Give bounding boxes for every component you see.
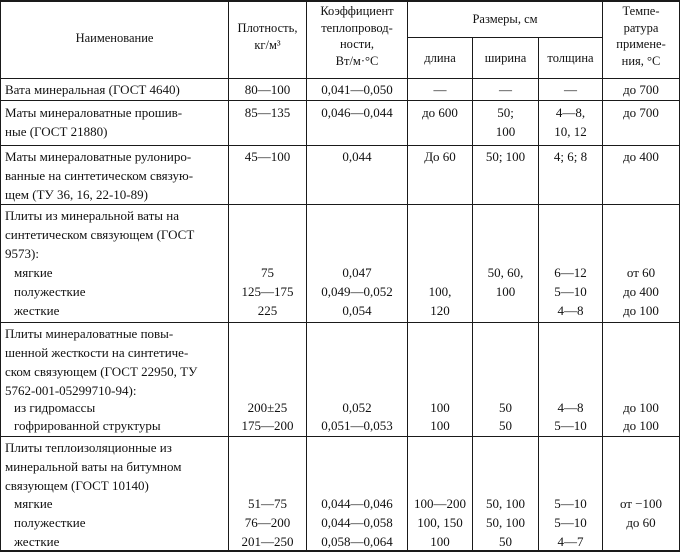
cell-conductivity: 0,049—0,052 (321, 284, 393, 299)
cell-density: 75 (261, 265, 274, 280)
row-name: Плиты минераловатные повы- шенной жесткости на синтетиче- ском связующем (ГОСТ 22950, ТУ 5762-001-05299710-94): (5, 326, 198, 398)
table-rule (0, 322, 680, 323)
cell-conductivity: 0,044 (342, 149, 372, 164)
header-conductivity: Коэффициент теплопровод- ности, Вт/м·°С (320, 4, 394, 68)
cell-temperature: до 100 (623, 400, 659, 415)
cell-length: 100 (430, 418, 450, 433)
cell-temperature: до 400 (623, 149, 659, 164)
subrow-name: из гидромассы (14, 400, 96, 415)
table-rule (0, 145, 680, 146)
cell-width: 50 (499, 418, 512, 433)
row-name: Маты минераловатные рулониро- ванные на синтетическом связую- щем (ТУ 36, 16, 22-10-89) (5, 149, 194, 202)
cell-length: 100, 120 (428, 284, 452, 318)
cell-width: 50; 100 (485, 149, 526, 164)
cell-conductivity: 0,052 (342, 400, 372, 415)
cell-density: 45—100 (244, 149, 291, 164)
cell-conductivity: 0,058—0,064 (321, 534, 393, 549)
cell-thickness: 4—8 (557, 400, 584, 415)
cell-temperature: от 60 (626, 265, 656, 280)
cell-thickness: 5—10 (554, 284, 587, 299)
cell-thickness: 5—10 (554, 515, 587, 530)
cell-density: 51—75 (248, 496, 287, 511)
cell-temperature: от −100 до 60 (619, 496, 663, 530)
cell-length: 100 (430, 400, 450, 415)
header-density: Плотность, кг/м³ (237, 21, 298, 52)
cell-width: 50 (499, 534, 512, 549)
cell-thickness: 4; 6; 8 (553, 149, 588, 164)
cell-temperature: до 100 (623, 303, 659, 318)
cell-density: 175—200 (241, 418, 294, 433)
header-name: Наименование (75, 31, 154, 45)
header-temperature: Темпе- ратура примене- ния, °С (616, 4, 666, 68)
cell-conductivity: 0,044—0,058 (321, 515, 393, 530)
cell-temperature: до 700 (623, 105, 659, 120)
row-name: Плиты из минеральной ваты на синтетическом связующем (ГОСТ 9573): (5, 208, 195, 261)
header-length: длина (424, 51, 456, 65)
cell-thickness: 5—10 (554, 418, 587, 433)
cell-temperature: до 700 (623, 82, 659, 97)
cell-density: 200±25 (247, 400, 288, 415)
row-name: Вата минеральная (ГОСТ 4640) (5, 82, 180, 97)
table-rule (0, 0, 1, 552)
cell-conductivity: 0,051—0,053 (321, 418, 393, 433)
cell-thickness: 5—10 (554, 496, 587, 511)
cell-width: 50; 100 (495, 105, 516, 139)
table-rule (0, 100, 680, 101)
cell-conductivity: 0,054 (342, 303, 372, 318)
subrow-name: жесткие (14, 534, 60, 549)
cell-length: 100 (430, 534, 450, 549)
cell-width: 50 (499, 400, 512, 415)
subrow-name: полужесткие (14, 515, 86, 530)
cell-conductivity: 0,047 (342, 265, 372, 280)
cell-density: 125—175 (241, 284, 294, 299)
cell-temperature: до 100 (623, 418, 659, 433)
cell-width: 50, 60, 100 (487, 265, 524, 299)
cell-width: 50, 100 (486, 496, 525, 511)
cell-density: 76—200 (244, 515, 291, 530)
cell-length: До 60 (424, 149, 456, 164)
cell-density: 80—100 (244, 82, 291, 97)
subrow-name: полужесткие (14, 284, 86, 299)
cell-density: 85—135 (244, 105, 291, 120)
cell-thickness: 4—8 (557, 303, 584, 318)
cell-conductivity: 0,044—0,046 (321, 496, 393, 511)
cell-thickness: 4—7 (557, 534, 584, 549)
cell-length: 100—200 (414, 496, 466, 511)
header-thickness: толщина (547, 51, 594, 65)
cell-density: 201—250 (241, 534, 294, 549)
header-width: ширина (484, 51, 527, 65)
row-name: Маты минераловатные прошив- ные (ГОСТ 21880) (5, 105, 183, 139)
cell-density: 225 (257, 303, 278, 318)
table-rule (0, 0, 680, 2)
table-rule (0, 78, 680, 79)
cell-thickness: 6—12 (554, 265, 587, 280)
subrow-name: жесткие (14, 303, 60, 318)
cell-length: — (433, 82, 447, 97)
cell-length: до 600 (422, 105, 458, 120)
table-rule (407, 37, 602, 38)
subrow-name: гофрированной структуры (14, 418, 161, 433)
cell-thickness: — (564, 82, 577, 97)
subrow-name: мягкие (14, 265, 53, 280)
row-name: Плиты теплоизоляционные из минеральной ваты на битумном связующем (ГОСТ 10140) (5, 440, 182, 493)
cell-length: 100, 150 (417, 515, 463, 530)
cell-temperature: до 400 (623, 284, 659, 299)
cell-thickness: 4—8, 10, 12 (554, 105, 587, 139)
cell-width: 50, 100 (486, 515, 525, 530)
cell-conductivity: 0,041—0,050 (321, 82, 393, 97)
table-rule (0, 436, 680, 437)
cell-width: — (499, 82, 512, 97)
header-dimensions: Размеры, см (472, 12, 538, 26)
subrow-name: мягкие (14, 496, 53, 511)
cell-conductivity: 0,046—0,044 (321, 105, 393, 120)
table-rule (0, 204, 680, 205)
